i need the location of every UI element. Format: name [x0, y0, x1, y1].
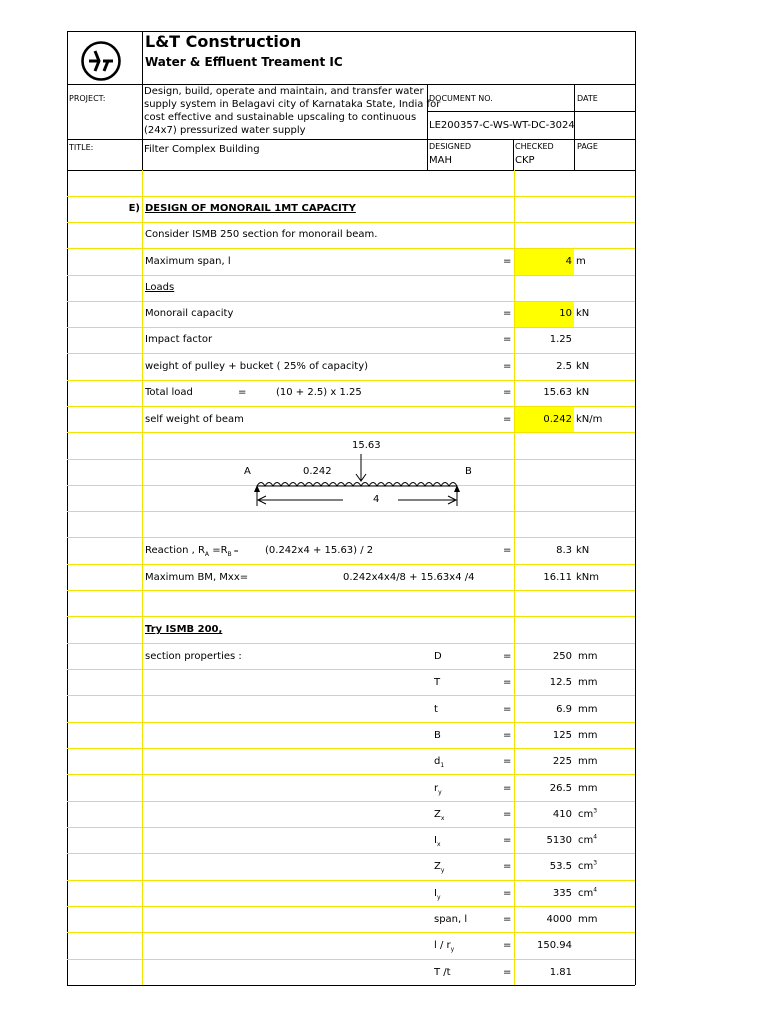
span-value: 4 — [565, 256, 572, 267]
reaction-sub-b: B — [227, 551, 232, 558]
project-line-2: supply system in Belagavi city of Karnataka State, India for — [144, 99, 441, 110]
impact-label: Impact factor — [145, 334, 213, 345]
property-symbol-subscript: x — [436, 841, 441, 848]
property-symbol — [434, 783, 442, 795]
property-symbol-subscript: y — [450, 946, 455, 953]
moment-formula: 0.242x4x4/8 + 15.63x4 /4 — [343, 572, 475, 583]
property-value: 335 — [552, 888, 572, 899]
property-unit — [578, 756, 597, 768]
property-eq: = — [503, 967, 512, 978]
pulley-eq: = — [503, 361, 512, 372]
project-line-4: (24x7) pressurized water supply — [144, 125, 306, 136]
reaction-label-text: Reaction , R — [145, 545, 205, 556]
property-unit — [578, 730, 597, 742]
property-value: 4000 — [546, 914, 572, 925]
section-marker: E) — [128, 203, 140, 214]
property-symbol-text: B — [434, 730, 441, 741]
span-eq: = — [503, 256, 512, 267]
property-eq: = — [503, 861, 512, 872]
property-unit-text: mm — [578, 783, 598, 794]
selfweight-unit: kN/m — [576, 414, 603, 425]
reaction-mid: =R — [209, 545, 228, 556]
doc-no: LE200357-C-WS-WT-DC-3024 — [429, 120, 575, 131]
property-unit-text: mm — [578, 651, 598, 662]
property-unit — [578, 809, 597, 821]
page-label: PAGE — [577, 142, 598, 151]
reaction-eq: = — [503, 545, 512, 556]
property-unit — [578, 651, 597, 663]
property-unit-superscript: 3 — [593, 807, 598, 815]
property-symbol-subscript: x — [440, 815, 445, 822]
property-unit — [578, 861, 597, 873]
consider-text: Consider ISMB 250 section for monorail beam. — [145, 229, 378, 240]
checked-label: CHECKED — [515, 142, 554, 151]
capacity-label: Monorail capacity — [145, 308, 234, 319]
total-unit: kN — [576, 387, 590, 398]
property-value: 26.5 — [549, 783, 572, 794]
diagram-span: 4 — [373, 494, 380, 505]
section-title: DESIGN OF MONORAIL 1MT CAPACITY — [145, 203, 356, 214]
property-symbol — [434, 756, 444, 768]
property-symbol-text: I — [434, 888, 437, 899]
reaction-sub-a: A — [204, 551, 210, 558]
impact-eq: = — [503, 334, 512, 345]
total-value: 15.63 — [543, 387, 572, 398]
property-symbol — [434, 651, 442, 663]
property-eq: = — [503, 940, 512, 951]
property-unit — [578, 835, 597, 847]
property-eq: = — [503, 704, 512, 715]
pulley-value: 2.5 — [556, 361, 572, 372]
designed-value: MAH — [429, 155, 452, 166]
property-symbol-text: D — [434, 651, 442, 662]
property-symbol-subscript: y — [436, 894, 441, 901]
selfweight-eq: = — [503, 414, 512, 425]
diagram-support-a: A — [244, 466, 251, 477]
property-symbol-text: T — [434, 677, 441, 688]
property-value: 250 — [552, 651, 572, 662]
property-eq: = — [503, 651, 512, 662]
property-value: 53.5 — [549, 861, 572, 872]
ic-name: Water & Effluent Treament IC — [145, 55, 343, 69]
title-label: TITLE: — [69, 143, 94, 152]
property-eq: = — [503, 888, 512, 899]
project-line-3: cost effective and sustainable upscaling to continuous — [144, 112, 417, 123]
property-unit-text: cm — [578, 809, 594, 820]
property-value: 1.81 — [549, 967, 572, 978]
property-value: 6.9 — [556, 704, 572, 715]
property-symbol — [434, 809, 444, 821]
total-formula: (10 + 2.5) x 1.25 — [276, 387, 362, 398]
capacity-value: 10 — [559, 308, 572, 319]
total-label: Total load — [145, 387, 193, 398]
property-value: 5130 — [546, 835, 572, 846]
property-eq: = — [503, 756, 512, 767]
property-unit-text: mm — [578, 704, 598, 715]
reaction-label — [145, 545, 239, 558]
diagram-support-b: B — [465, 466, 472, 477]
property-symbol-text: Z — [434, 861, 441, 872]
property-unit — [578, 677, 597, 689]
capacity-unit: kN — [576, 308, 590, 319]
property-symbol-text: r — [434, 783, 439, 794]
property-symbol-text: T /t — [434, 967, 451, 978]
doc-no-label: DOCUMENT NO. — [429, 94, 493, 103]
title-value: Filter Complex Building — [144, 144, 260, 155]
diagram-udl: 0.242 — [303, 466, 332, 477]
property-symbol-subscript: 1 — [440, 762, 445, 769]
property-unit-text: cm — [578, 861, 594, 872]
property-symbol-text: t — [434, 704, 438, 715]
moment-value: 16.11 — [543, 572, 572, 583]
property-unit-text: cm — [578, 835, 594, 846]
property-unit — [578, 704, 597, 716]
property-symbol-text: l / r — [434, 940, 451, 951]
pulley-unit: kN — [576, 361, 590, 372]
property-value: 225 — [552, 756, 572, 767]
property-unit-superscript: 3 — [593, 859, 598, 867]
designed-label: DESIGNED — [429, 142, 472, 151]
selfweight-label: self weight of beam — [145, 414, 244, 425]
impact-value: 1.25 — [549, 334, 572, 345]
property-unit — [578, 888, 597, 900]
property-symbol-text: Z — [434, 809, 441, 820]
property-symbol — [434, 940, 454, 952]
span-label: Maximum span, l — [145, 256, 231, 267]
property-value: 125 — [552, 730, 572, 741]
moment-label: Maximum BM, Mxx= — [145, 572, 249, 583]
property-symbol-text: d — [434, 756, 441, 767]
property-symbol — [434, 835, 441, 847]
checked-value: CKP — [515, 155, 535, 166]
property-unit-text: mm — [578, 914, 598, 925]
property-symbol-subscript: y — [440, 867, 445, 874]
property-symbol — [434, 730, 441, 742]
total-mid-eq: = — [238, 387, 247, 398]
total-eq: = — [503, 387, 512, 398]
date-label: DATE — [577, 94, 598, 103]
property-eq: = — [503, 809, 512, 820]
property-value: 150.94 — [537, 940, 572, 951]
company-name: L&T Construction — [145, 32, 302, 51]
reaction-suffix: = — [231, 548, 239, 555]
property-symbol — [434, 704, 438, 716]
property-eq: = — [503, 783, 512, 794]
capacity-eq: = — [503, 308, 512, 319]
property-eq: = — [503, 677, 512, 688]
moment-unit: kNm — [576, 572, 600, 583]
span-unit: m — [576, 256, 586, 267]
loads-heading: Loads — [145, 282, 175, 293]
property-value: 410 — [552, 809, 572, 820]
property-unit-text: cm — [578, 888, 594, 899]
property-symbol-subscript: y — [438, 789, 442, 796]
project-label: PROJECT: — [69, 94, 106, 103]
property-symbol-text: span, l — [434, 914, 468, 925]
property-symbol — [434, 888, 441, 900]
diagram-point-load: 15.63 — [352, 440, 381, 451]
property-value: 12.5 — [549, 677, 572, 688]
property-unit-superscript: 4 — [593, 833, 598, 841]
section-properties-label: section properties : — [145, 651, 242, 662]
reaction-unit: kN — [576, 545, 590, 556]
reaction-value: 8.3 — [556, 545, 572, 556]
project-line-1: Design, build, operate and maintain, and transfer water — [144, 86, 424, 97]
lt-logo-icon — [80, 40, 122, 82]
try-section-heading: Try ISMB 200, — [145, 624, 223, 635]
selfweight-value: 0.242 — [543, 414, 572, 425]
pulley-label: weight of pulley + bucket ( 25% of capacity) — [145, 361, 369, 372]
property-symbol — [434, 914, 467, 926]
property-symbol-text: I — [434, 835, 437, 846]
property-unit-text: mm — [578, 730, 598, 741]
property-unit — [578, 783, 597, 795]
property-symbol — [434, 677, 440, 689]
reaction-formula: (0.242x4 + 15.63) / 2 — [265, 545, 374, 556]
property-eq: = — [503, 914, 512, 925]
property-unit — [578, 914, 597, 926]
property-symbol — [434, 967, 451, 979]
property-eq: = — [503, 835, 512, 846]
property-unit-superscript: 4 — [593, 886, 598, 894]
property-unit-text: mm — [578, 677, 598, 688]
property-eq: = — [503, 730, 512, 741]
property-symbol — [434, 861, 444, 873]
property-unit-text: mm — [578, 756, 598, 767]
